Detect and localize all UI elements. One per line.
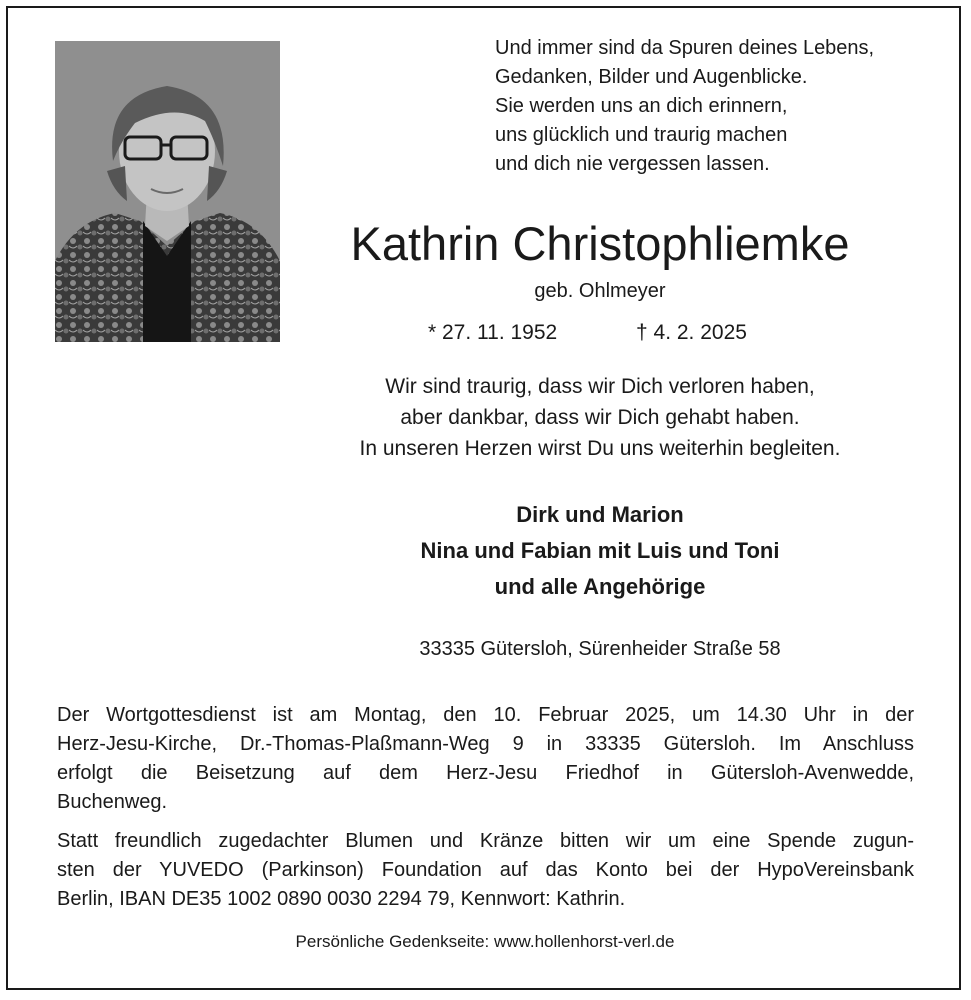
deceased-name: Kathrin Christophliemke — [350, 217, 850, 270]
farewell-verse — [300, 371, 900, 464]
portrait-image — [55, 41, 280, 342]
mourner-line: Dirk und Marion — [516, 502, 684, 527]
birth-date: * 27. 11. 1952 — [428, 321, 558, 344]
portrait-photo — [55, 41, 280, 342]
poem-line: Sie werden uns an dich erinnern, — [495, 95, 788, 117]
death-date: † 4. 2. 2025 — [636, 321, 747, 344]
mourner-line: Nina und Fabian mit Luis und Toni — [420, 538, 780, 563]
donation-paragraph — [57, 827, 914, 914]
memorial-page-link[interactable]: Persönliche Gedenkseite: www.hollenhorst-verl.de — [295, 932, 675, 951]
mourner-line: und alle Angehörige — [494, 574, 706, 599]
mourners — [300, 497, 900, 605]
donation-line: Berlin, IBAN DE35 1002 0890 0030 2294 79, Kennwort: Kathrin. — [57, 888, 626, 910]
service-line: Herz-Jesu-Kirche, Dr.-Thomas-Plaßmann-Weg 9 in 33335 Gütersloh. Im Anschluss — [57, 733, 914, 755]
poem-line: uns glücklich und traurig machen — [495, 124, 788, 146]
maiden-name: geb. Ohlmeyer — [534, 280, 666, 302]
service-line: Buchenweg. — [57, 791, 168, 813]
poem-line: und dich nie vergessen lassen. — [495, 153, 770, 175]
verse-line: Wir sind traurig, dass wir Dich verloren haben, — [385, 375, 815, 398]
poem-line: Gedanken, Bilder und Augenblicke. — [495, 66, 808, 88]
verse-line: aber dankbar, dass wir Dich gehabt haben. — [400, 406, 800, 429]
service-line: Der Wortgottesdienst ist am Montag, den 10. Februar 2025, um 14.30 Uhr in der — [57, 704, 914, 726]
donation-line: sten der YUVEDO (Parkinson) Foundation auf das Konto bei der HypoVereinsbank — [57, 859, 914, 881]
poem — [495, 34, 935, 179]
poem-line: Und immer sind da Spuren deines Lebens, — [495, 37, 875, 59]
verse-line: In unseren Herzen wirst Du uns weiterhin begleiten. — [359, 437, 841, 460]
service-paragraph — [57, 701, 914, 817]
donation-line: Statt freundlich zugedachter Blumen und Kränze bitten wir um eine Spende zugun- — [57, 830, 914, 852]
life-dates — [330, 318, 870, 348]
service-line: erfolgt die Beisetzung auf dem Herz-Jesu Friedhof in Gütersloh-Avenwedde, — [57, 762, 914, 784]
family-address: 33335 Gütersloh, Sürenheider Straße 58 — [419, 638, 781, 660]
